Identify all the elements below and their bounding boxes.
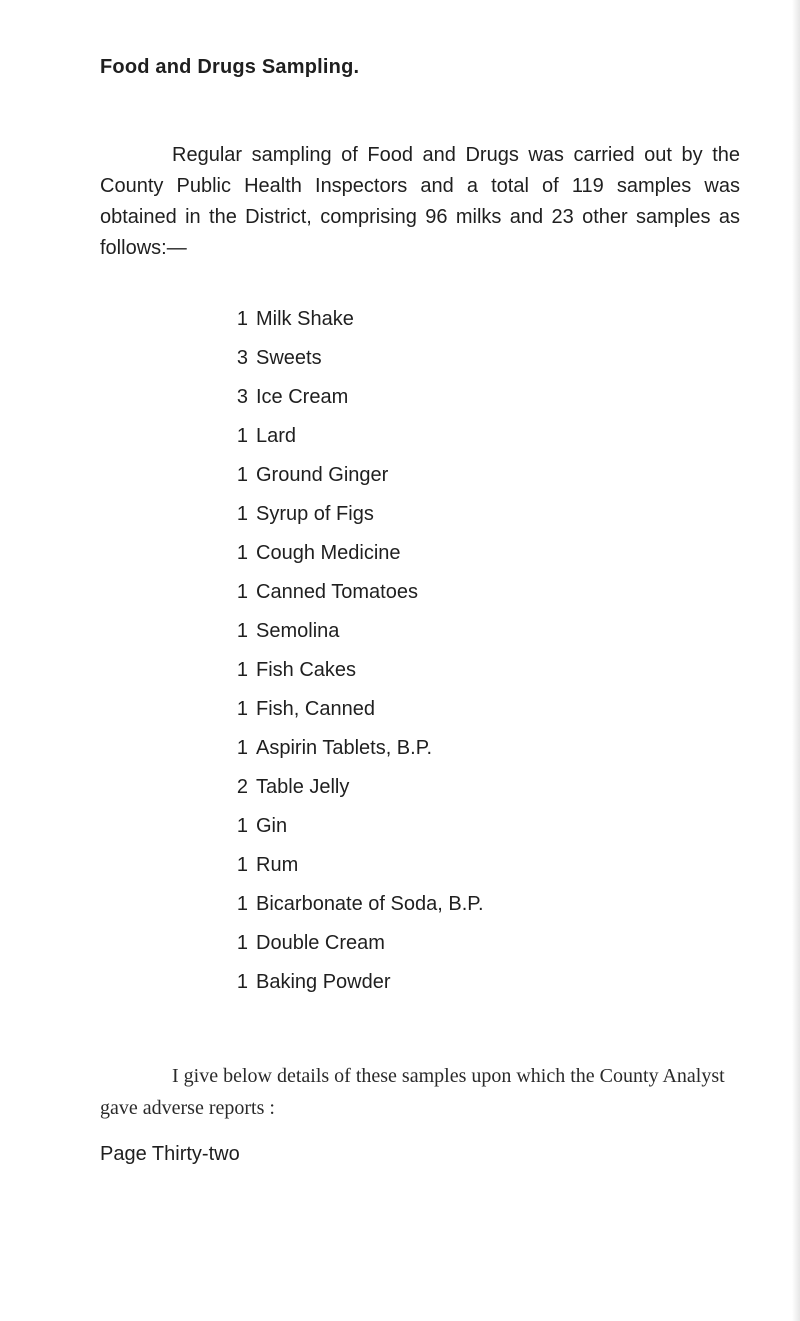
sample-count: 3 <box>236 386 248 408</box>
sample-name: Table Jelly <box>256 776 350 798</box>
sample-name: Ground Ginger <box>256 464 389 486</box>
sample-item <box>0 885 800 924</box>
sample-name: Bicarbonate of Soda, B.P. <box>256 893 484 915</box>
sample-item <box>0 846 800 885</box>
sample-count: 1 <box>236 854 248 876</box>
sample-item <box>0 924 800 963</box>
sample-count: 1 <box>236 503 248 525</box>
sample-name: Fish, Canned <box>256 698 375 720</box>
sample-item <box>0 729 800 768</box>
intro-text: Regular sampling of Food and Drugs was carried out by the County Public Health Inspectors and a total of 119 samples was obtained in the District, comprising 96 milks and 23 other samples as follows:— <box>100 144 740 259</box>
sample-item <box>0 417 800 456</box>
closing-paragraph <box>100 1060 740 1124</box>
sample-name: Milk Shake <box>256 308 354 330</box>
sample-count: 2 <box>236 776 248 798</box>
sample-count: 1 <box>236 620 248 642</box>
sample-name: Double Cream <box>256 932 385 954</box>
sample-name: Canned Tomatoes <box>256 581 418 603</box>
sample-count: 1 <box>236 659 248 681</box>
sample-count: 1 <box>236 464 248 486</box>
intro-paragraph <box>100 140 740 264</box>
sample-name: Rum <box>256 854 299 876</box>
sample-item <box>0 339 800 378</box>
sample-name: Sweets <box>256 347 322 369</box>
sample-item <box>0 963 800 1002</box>
closing-text: I give below details of these samples upon which the County Analyst gave adverse reports : <box>100 1065 725 1119</box>
sample-name: Syrup of Figs <box>256 503 374 525</box>
sample-name: Semolina <box>256 620 340 642</box>
page-number: Page Thirty-two <box>100 1143 240 1165</box>
sample-item <box>0 534 800 573</box>
sample-name: Lard <box>256 425 297 447</box>
sample-name: Gin <box>256 815 288 837</box>
sample-count: 1 <box>236 542 248 564</box>
sample-item <box>0 612 800 651</box>
section-heading: Food and Drugs Sampling. <box>100 56 360 78</box>
sample-count: 3 <box>236 347 248 369</box>
sample-item <box>0 768 800 807</box>
page-edge-shadow <box>792 0 800 1321</box>
sample-item <box>0 456 800 495</box>
sample-item <box>0 495 800 534</box>
sample-item <box>0 690 800 729</box>
sample-count: 1 <box>236 815 248 837</box>
sample-count: 1 <box>236 425 248 447</box>
sample-count: 1 <box>236 737 248 759</box>
sample-item <box>0 651 800 690</box>
sample-name: Aspirin Tablets, B.P. <box>256 737 433 759</box>
sample-name: Ice Cream <box>256 386 349 408</box>
sample-item <box>0 573 800 612</box>
sample-name: Cough Medicine <box>256 542 401 564</box>
sample-item <box>0 807 800 846</box>
sample-item <box>0 300 800 339</box>
sample-item <box>0 378 800 417</box>
sample-count: 1 <box>236 971 248 993</box>
sample-count: 1 <box>236 581 248 603</box>
sample-count: 1 <box>236 932 248 954</box>
sample-count: 1 <box>236 308 248 330</box>
sample-list <box>0 300 800 1002</box>
sample-name: Fish Cakes <box>256 659 357 681</box>
sample-name: Baking Powder <box>256 971 391 993</box>
sample-count: 1 <box>236 893 248 915</box>
sample-count: 1 <box>236 698 248 720</box>
